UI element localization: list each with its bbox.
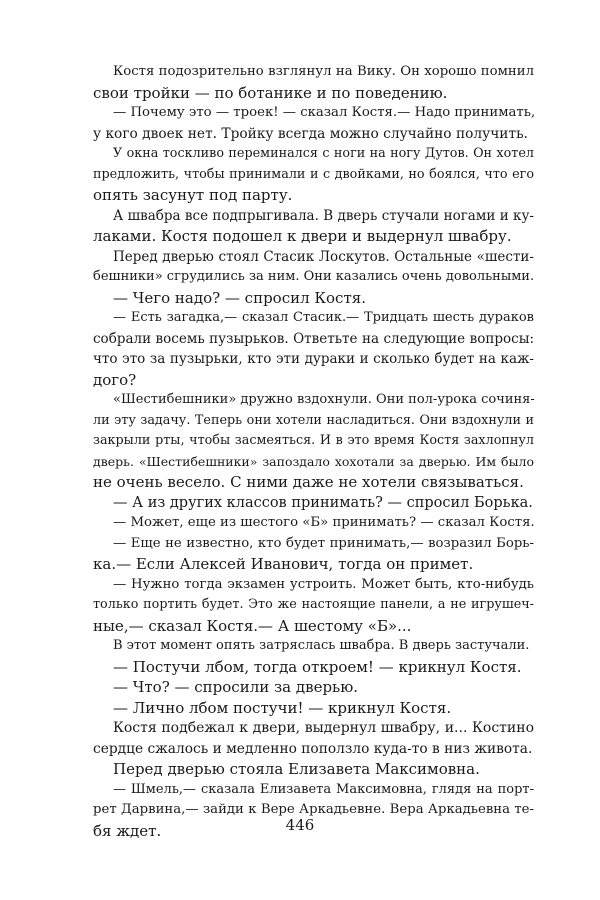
text-line: Костя подозрительно взглянул на Вику. Он хорошо помнил — [113, 64, 534, 79]
text-line: «Шестибешники» дружно вздохнули. Они пол-урока сочиня- — [113, 392, 535, 407]
text-line: собрали восемь пузырьков. Ответьте на следующие вопросы: — [93, 330, 534, 347]
text-line: — Чего надо? — спросил Костя. — [113, 288, 366, 307]
text-line: дверь. «Шестибешники» запоздало хохотали за дверью. Им было — [93, 453, 534, 469]
text-line: Перед дверью стоял Стасик Лоскутов. Остальные «шести- — [113, 248, 534, 265]
text-line: только портить будет. Это же настоящие панели, а не игрушеч- — [93, 597, 534, 612]
text-line: что это за пузырьки, кто эти дураки и сколько будет на каж- — [93, 351, 534, 367]
text-line: — Может, еще из шестого «Б» принимать? — сказал Костя. — [113, 515, 535, 530]
text-line: — Есть загадка,— сказал Стасик.— Тридцать шесть дураков — [113, 310, 534, 325]
page-number: 446 — [285, 816, 315, 834]
text-line: — А из других классов принимать? — спросил Борька. — [113, 494, 533, 511]
text-line: — Почему это — троек! — сказал Костя.— Надо принимать, — [113, 105, 536, 120]
text-line: свои тройки — по ботанике и по поведению. — [93, 83, 448, 102]
text-line: — Шмель,— сказала Елизавета Максимовна, глядя на порт- — [113, 781, 534, 797]
text-line: ные,— сказал Костя.— А шестому «Б»... — [93, 616, 412, 635]
text-line: сердце сжалось и медленно поползло куда-то в низ живота. — [93, 740, 533, 757]
text-line: не очень весело. С ними даже не хотели связываться. — [93, 473, 524, 491]
text-line: У окна тоскливо переминался с ноги на ногу Дутов. Он хотел — [113, 146, 534, 161]
text-line: — Лично лбом постучи! — крикнул Костя. — [113, 698, 452, 717]
text-line: А швабра все подпрыгивала. В дверь стучали ногами и ку- — [113, 207, 534, 224]
text-line: у кого двоек нет. Тройку всегда можно случайно получить. — [93, 125, 528, 142]
text-line: Костя подбежал к двери, выдернул швабру, и... Костино — [113, 720, 534, 736]
text-line: ка.— Если Алексей Иванович, тогда он примет. — [93, 555, 474, 573]
text-line: лаками. Костя подошел к двери и выдернул швабру. — [93, 227, 512, 245]
text-line: закрыли рты, чтобы засмеяться. И в это время Костя захлопнул — [93, 433, 534, 448]
text-line: дого? — [93, 370, 137, 389]
text-line: В этот момент опять затряслась швабра. В дверь застучали. — [113, 638, 530, 653]
text-line: — Нужно тогда экзамен устроить. Может быть, кто-нибудь — [113, 576, 534, 592]
text-line: — Что? — спросили за дверью. — [113, 678, 359, 696]
text-line: предложить, чтобы принимали и с двойками, но боялся, что его — [93, 166, 534, 182]
text-line: ли эту задачу. Теперь они хотели насладиться. Они вздохнули и — [93, 412, 534, 428]
text-line: Перед дверью стояла Елизавета Максимовна. — [113, 760, 480, 778]
text-line: — Постучи лбом, тогда откроем! — крикнул Костя. — [113, 657, 522, 676]
text-line: опять засунут под парту. — [93, 186, 293, 204]
text-line: бешники» сгрудились за ним. Они казались очень довольными. — [93, 269, 535, 284]
body-text — [93, 62, 534, 841]
text-line: рет Дарвина,— зайди к Вере Аркадьевне. Вера Аркадьевна те- — [93, 802, 534, 817]
text-line: — Еще не известно, кто будет принимать,— возразил Борь- — [113, 535, 534, 551]
text-line: бя ждет. — [93, 821, 162, 840]
